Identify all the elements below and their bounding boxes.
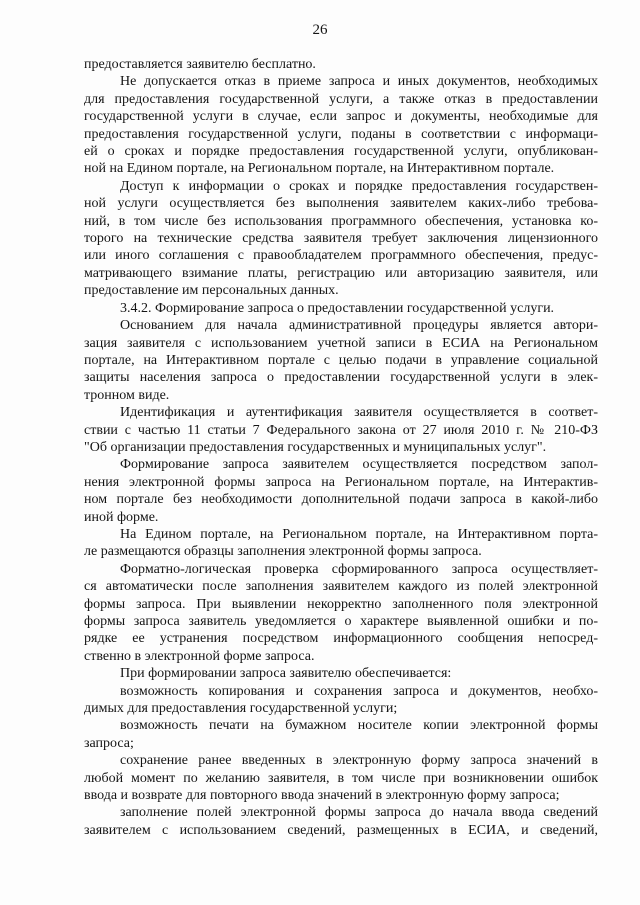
text-line: ний, в том числе без использования программного обеспечения, установка ко- — [84, 213, 598, 229]
body-text — [84, 56, 598, 839]
text-line: димых для предоставления государственной услуги; — [84, 701, 398, 717]
text-line: сохранение ранее введенных в электронную форму запроса значений в — [120, 753, 598, 769]
text-line: предоставление им персональных данных. — [84, 283, 339, 299]
text-line: ной на Едином портале, на Региональном портале, на Интерактивном портале. — [84, 161, 555, 177]
text-line: защиты населения запроса о предоставлении государственной услуги в элек- — [84, 370, 598, 386]
text-line: ном портале без необходимости дополнительной подачи запроса в какой-либо — [84, 492, 598, 508]
text-line: Доступ к информации о сроках и порядке предоставления государствен- — [120, 178, 598, 194]
text-line: формы запроса. При выявлении некорректно заполненного поля электронной — [84, 596, 598, 612]
text-line: для предоставления государственной услуги, а также отказ в предоставлении — [84, 91, 598, 107]
text-line: Не допускается отказ в приеме запроса и иных документов, необходимых — [120, 74, 598, 90]
text-line: Формирование запроса заявителем осуществляется посредством запол- — [120, 457, 598, 473]
text-line: тронном виде. — [84, 387, 170, 403]
text-line: ственно в электронной форме запроса. — [84, 648, 315, 664]
text-line: зация заявителя с использованием учетной записи в ЕСИА на Региональном — [84, 335, 598, 351]
text-line: нения электронной формы запроса на Региональном портале, на Интерактив- — [84, 474, 598, 490]
text-line: государственной услуги в случае, если запрос и документы, необходимые для — [84, 109, 598, 125]
text-line: "Об организации предоставления государственных и муниципальных услуг". — [84, 439, 547, 455]
text-line: ле размещаются образцы заполнения электронной формы запроса. — [84, 544, 482, 560]
text-line: Форматно-логическая проверка сформированного запроса осуществляет- — [120, 561, 598, 577]
text-line: 3.4.2. Формирование запроса о предоставлении государственной услуги. — [120, 300, 555, 316]
text-line: заполнение полей электронной формы запроса до начала ввода сведений — [120, 805, 598, 821]
text-line: заявителем с использованием сведений, размещенных в ЕСИА, и сведений, — [84, 822, 598, 838]
text-line: ей о сроках и порядке предоставления государственной услуги, опубликован- — [84, 144, 598, 160]
text-line: любой момент по желанию заявителя, в том числе при возникновении ошибок — [84, 770, 598, 786]
page-number: 26 — [312, 22, 328, 38]
text-line: возможность печати на бумажном носителе копии электронной формы — [120, 718, 598, 734]
text-line: Идентификация и аутентификация заявителя осуществляется в соответ- — [120, 405, 598, 421]
text-line: ствии с частью 11 статьи 7 Федерального закона от 27 июля 2010 г. № 210-ФЗ — [84, 422, 598, 438]
text-line: возможность копирования и сохранения запроса и документов, необхо- — [120, 683, 598, 699]
text-line: При формировании запроса заявителю обеспечивается: — [120, 666, 452, 682]
text-line: предоставляется заявителю бесплатно. — [84, 57, 316, 72]
text-line: запроса; — [84, 735, 134, 751]
text-line: матривающего взимание платы, регистрацию или авторизацию заявителя, или — [84, 265, 598, 281]
text-line: Основанием для начала административной процедуры является автори- — [120, 318, 598, 334]
text-line: или иного соглашения с правообладателем программного обеспечения, предус- — [84, 248, 598, 264]
text-line: ввода и возврате для повторного ввода значений в электронную форму запроса; — [84, 788, 560, 804]
text-line: иной форме. — [84, 509, 159, 525]
text-line: ся автоматически после заполнения заявителем каждого из полей электронной — [84, 579, 598, 595]
text-line: рядке ее устранения посредством информационного сообщения непосред- — [84, 631, 598, 647]
text-line: формы запроса заявитель уведомляется о характере выявленной ошибки и по- — [84, 614, 598, 629]
text-line: портале, на Интерактивном портале с целью подачи в управление социальной — [84, 352, 598, 368]
text-line: ной услуги осуществляется без выполнения заявителем каких-либо требова- — [84, 196, 598, 212]
text-line: предоставления государственной услуги, поданы в соответствии с информаци- — [84, 126, 598, 142]
text-line: торого на технические средства заявителя требует заключения лицензионного — [84, 231, 598, 247]
text-line: На Едином портале, на Региональном портале, на Интерактивном порта- — [120, 526, 598, 542]
